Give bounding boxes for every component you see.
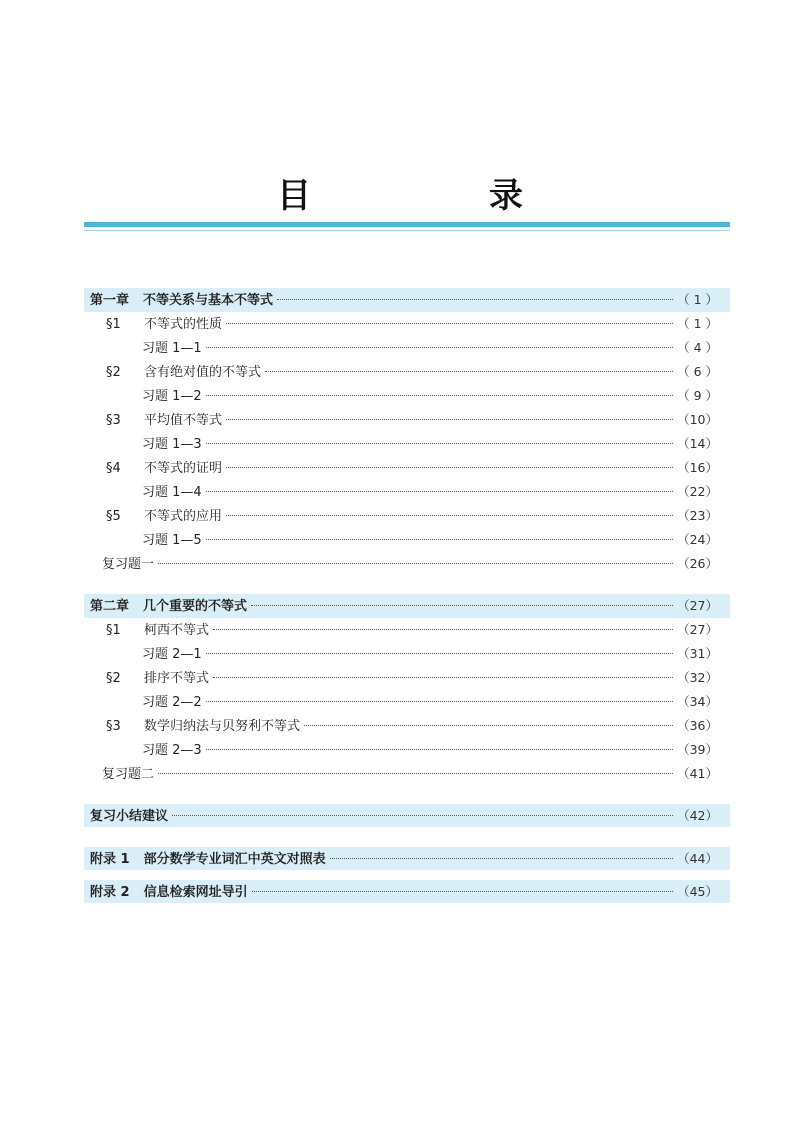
page-number: （41） [677,766,718,781]
page-number: （27） [677,598,718,613]
page-number: （36） [677,718,718,733]
appendix-2-label: 附录 2 [90,885,130,900]
chapter-2-entries [84,618,730,786]
leader-dots [226,515,673,516]
entry-title: 习题 1—1 [142,341,202,356]
entry-title: 不等式的证明 [144,461,223,476]
leader-dots [206,491,673,492]
appendix-2-title: 信息检索网址导引 [143,885,248,900]
page-number: （34） [677,694,718,709]
chapter-2-heading[interactable] [84,594,730,618]
entry-title: 习题 2—1 [142,647,202,662]
section-entry[interactable] [84,408,730,432]
exercise-entry[interactable] [84,480,730,504]
section-number: §1 [106,317,121,332]
entry-title: 习题 2—3 [142,743,202,758]
review-entry[interactable] [84,762,730,786]
entry-title: 复习题二 [102,767,155,782]
page-number: （45） [677,884,718,899]
appendix-1-label: 附录 1 [90,852,130,867]
entry-title: 平均值不等式 [144,413,223,428]
leader-dots [172,815,673,816]
page-number: （39） [677,742,718,757]
leader-dots [226,419,673,420]
entry-title: 不等式的应用 [144,509,223,524]
entry-title: 不等式的性质 [144,317,223,332]
entry-title: 复习题一 [102,557,155,572]
exercise-entry[interactable] [84,738,730,762]
entry-title: 习题 2—2 [142,695,202,710]
leader-dots [251,605,673,606]
appendix-1-entry[interactable] [84,847,730,870]
leader-dots [213,677,673,678]
exercise-entry[interactable] [84,528,730,552]
section-entry[interactable] [84,504,730,528]
summary-title: 复习小结建议 [90,809,169,824]
page-number: （27） [677,622,718,637]
page-number: （22） [677,484,718,499]
section-entry[interactable] [84,456,730,480]
page-number: （ 1 ） [677,292,718,307]
leader-dots [226,323,673,324]
exercise-entry[interactable] [84,384,730,408]
leader-dots [206,395,673,396]
section-entry[interactable] [84,312,730,336]
section-entry[interactable] [84,360,730,384]
section-number: §1 [106,623,121,638]
appendix-2-entry[interactable] [84,880,730,903]
leader-dots [206,539,673,540]
page-number: （16） [677,460,718,475]
entry-title: 习题 1—5 [142,533,202,548]
section-entry[interactable] [84,714,730,738]
review-entry[interactable] [84,552,730,576]
leader-dots [158,563,673,564]
table-of-contents [84,288,730,903]
page-number: （ 4 ） [677,340,718,355]
section-entry[interactable] [84,618,730,642]
entry-title: 习题 1—3 [142,437,202,452]
page-number: （31） [677,646,718,661]
section-entry[interactable] [84,666,730,690]
leader-dots [206,653,673,654]
section-number: §5 [106,509,121,524]
appendix-1-title: 部分数学专业词汇中英文对照表 [143,852,326,867]
title-rule-thick [84,222,730,227]
page-number: （10） [677,412,718,427]
exercise-entry[interactable] [84,690,730,714]
section-number: §3 [106,413,121,428]
entry-title: 柯西不等式 [144,623,210,638]
entry-title: 数学归纳法与贝努利不等式 [144,719,301,734]
leader-dots [206,347,673,348]
chapter-2-title: 几个重要的不等式 [143,599,248,614]
leader-dots [226,467,673,468]
section-number: §4 [106,461,121,476]
section-number: §3 [106,719,121,734]
leader-dots [252,891,674,892]
chapter-1-title: 不等关系与基本不等式 [143,293,274,308]
page-number: （ 1 ） [677,316,718,331]
entry-title: 排序不等式 [144,671,210,686]
page-number: （14） [677,436,718,451]
title-rule-thin [84,230,730,231]
leader-dots [158,773,673,774]
leader-dots [213,629,673,630]
leader-dots [265,371,673,372]
exercise-entry[interactable] [84,336,730,360]
page-number: （ 6 ） [677,364,718,379]
page-number: （26） [677,556,718,571]
entry-title: 习题 1—4 [142,485,202,500]
summary-entry[interactable] [84,804,730,827]
leader-dots [206,701,673,702]
page-number: （42） [677,808,718,823]
entry-title: 含有绝对值的不等式 [144,365,262,380]
page-title: 目 录 [277,176,595,216]
exercise-entry[interactable] [84,432,730,456]
chapter-1-heading[interactable] [84,288,730,312]
page-number: （23） [677,508,718,523]
chapter-1-entries [84,312,730,576]
entry-title: 习题 1—2 [142,389,202,404]
page-number: （24） [677,532,718,547]
page-number: （32） [677,670,718,685]
leader-dots [277,299,673,300]
leader-dots [304,725,673,726]
leader-dots [206,749,673,750]
chapter-2-label: 第二章 [90,599,130,614]
section-number: §2 [106,671,121,686]
exercise-entry[interactable] [84,642,730,666]
chapter-1-label: 第一章 [90,293,130,308]
section-number: §2 [106,365,121,380]
page-number: （ 9 ） [677,388,718,403]
page-number: （44） [677,851,718,866]
leader-dots [206,443,673,444]
leader-dots [330,858,674,859]
